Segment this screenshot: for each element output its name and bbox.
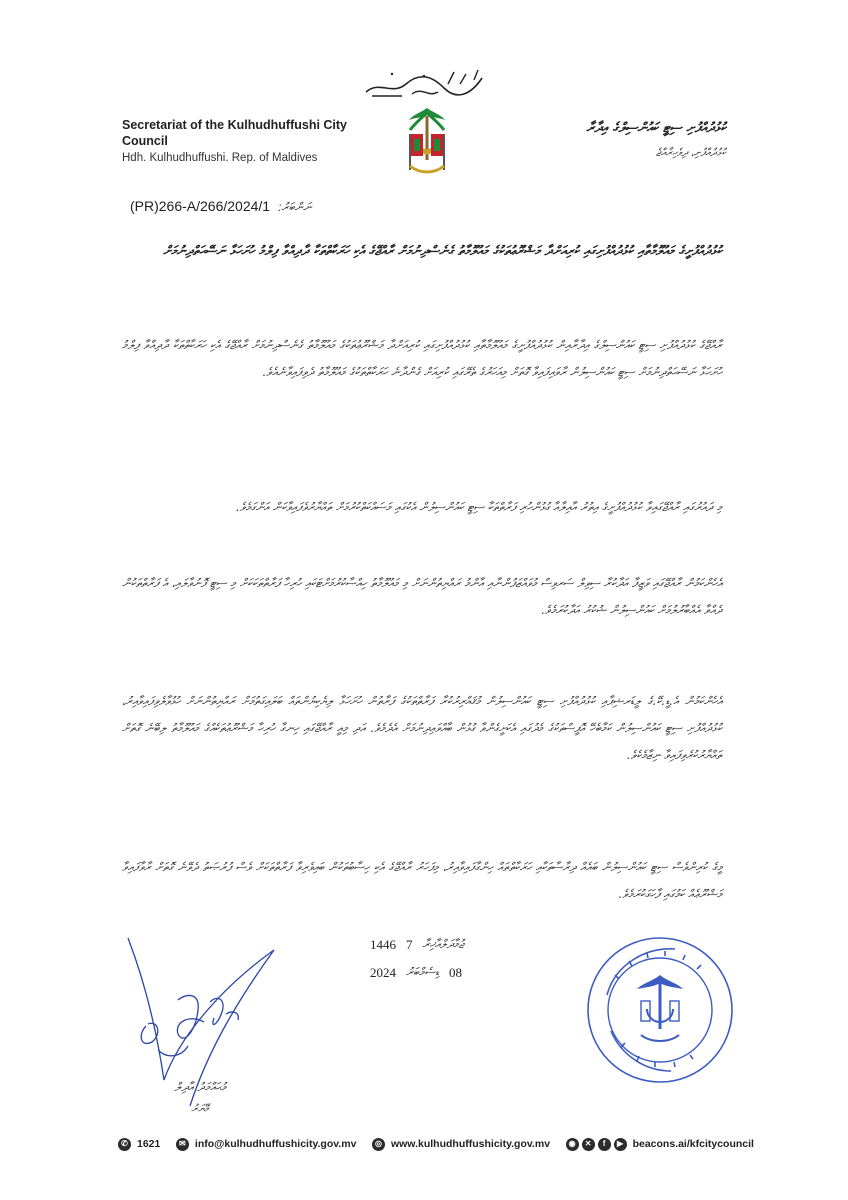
footer-email-address: info@kulhudhuffushicity.gov.mv [194,1138,357,1150]
instagram-icon: ◉ [566,1138,579,1151]
hijri-day: 7 [406,937,413,952]
letter-subject: ކުޅުދުއްފުށީގެ މައުލޫމާތާއި ކުޅުދުއްފުށިގައި ކުރިއަށްދާ މަޝްރޫޢުތަކުގެ މައުލޫމާތު ގެނެސްދިނުމަށް ރާއްޖޭގެ އެކި ހަރަކާތްތަކާ ދާދިއްވާ ފިލްމު ހުށަހަޅާ ނަސޭޙަތްދިނުމަށް [163,244,722,259]
signatory-role: މޭޔަރު [191,1102,209,1115]
hijri-date [370,937,464,953]
email-icon: ✉ [176,1138,189,1151]
x-icon: ✕ [582,1138,595,1151]
gregorian-month: ޑިސެމްބަރު [406,965,440,979]
footer-website-url: www.kulhudhuffushicity.gov.mv [390,1138,551,1150]
body-paragraph: މީގެ ކުރިންވެސް ސިޓީ ކައުންސިލުން ބައެއް ދިރާސާތަކާއި ހަރަކާތްތައް ހިންގާފައިވާއިރު، މިފަހަރު ރާއްޖޭގެ އެކި ހިސާބުތަކުން ބައިވެރިވާ ފަރާތްތަކަށް ވެސް ފުރުޞަތު ދެވޭނެ ގޮތަށް ރާވާފައިވާ މަޝްރޫޢެއް ކަމުގައި ފާހަގަކުރަމެވެ. [122,860,722,901]
body-paragraph: ރާއްޖޭގެ ކުޅުދުއްފުށި ސިޓީ ކައުންސިލްގެ އިދާރާއިން ކުޅުދުއްފުށީގެ މައުލޫމާތާއި ކުޅުދުއްފުށިގައި ކުރިއަށްދާ މަޝްރޫޢުތަކުގެ މައުލޫމާތު ގެނެސްދިނުމަށް ރާއްޖޭގެ އެކި ހަރަކާތްތަކާ ދާދިއްވާ ފިލްމު ހުށަހަޅާ ނަސޭޙަތްދިނުމަށް ސިޓީ ކައުންސިލުން ރާވައިފައިވާ ގޮތަށް މިއަހަރުގެ ތެރޭގައި ކުރިއަށް ގެންދާނެ ހަރަކާތްތަކުގެ މައުލޫމާތު ދެވިފައިވާނެއެވެ. [122,338,722,379]
english-letterhead [122,117,372,166]
official-council-seal [585,935,735,1085]
signatory-name: މުޙައްމަދު އާދިލް [174,1080,226,1094]
gregorian-day: 08 [449,965,463,980]
footer-contact-bar [118,1133,754,1155]
footer-email[interactable] [176,1138,357,1151]
globe-icon: ◎ [372,1138,385,1151]
hijri-year: 1446 [370,937,396,952]
youtube-icon: ▶ [614,1138,627,1151]
bismillah-calligraphy [362,66,486,102]
phone-icon: ✆ [118,1138,131,1151]
body-paragraph: މި ދައުރުގައި ރާއްޖޭގައިވާ ކުޅުދުއްފުށީގެ އިތުރު އާއިލާއާ ގުޅުންހުރި ފަރާތްތަކާ ސިޓީ ކައުންސިލުން އެކުގައި މަސައްކަތްކުރުމަށް ތައްޔާރުވެފައިވާކަން އަންގަމެވެ. [236,500,722,514]
footer-phone-number: 1621 [137,1138,161,1150]
footer-social[interactable] [566,1138,754,1151]
facebook-icon: f [598,1138,611,1151]
reference-number-line [130,198,420,215]
english-council-address: Hdh. Kulhudhuffushi. Rep. of Maldives [122,152,318,164]
reference-label: ނަންބަރު: [278,200,312,214]
gregorian-date [370,965,462,981]
hijri-month: ޖުމާދަލްއާޚިރާ [422,937,464,951]
footer-website[interactable] [372,1138,550,1151]
english-council-title: Secretariat of the Kulhudhuffushi City Council [122,118,348,148]
body-paragraph: އެހެންކަމުން ރާއްޖޭގައި ވަޒީފާ އަދާކުރާ ސިވިލް ސަރވިސް މުވައްޒަފުންނާއި އާންމު ރައްޔިތުންނަށް މި މައުލޫމާތު ހިއްސާކުރުމަށްޓަކައި ހުރިހާ ފަރާތްތަކަކަށް މި ސިޓީ ފޮނުވާލައި، އެ ފަރާތްތަކުން ދެއްވާ އެއްބާރުލުމަށް ކައުންސިލުން ޝުކުރު އަދާކުރަމެވެ. [122,576,722,617]
footer-social-link: beacons.ai/kfcitycouncil [632,1138,754,1150]
maldives-emblem-icon [404,104,450,180]
footer-phone[interactable] [118,1138,160,1151]
dhivehi-council-address: ކުޅުދުއްފުށި، ދިވެހިރާއްޖެ [655,146,726,159]
body-paragraph: އެހެންކަމުން އެ.ޑީ.ކޭ.ގެ ލީޑަރޝިޕާއި ކުޅުދުއްފުށި ސިޓީ ކައުންސިލުން މުޤައްރިރުކުރާ ފަރާތްތަކުގެ ފަރާތުން ހުށަހަޅާ ލިޔެކިޔުންތައް ބަލައިގަތުމަށް ރައްޔިތުންނަށް ހުޅުވާލެވިފައިވާއިރު، ކުޅުދުއްފުށި ސިޓީ ކައުންސިލުން ކަމާބެހޭ އޮފީސްތަކުގެ މެދުގައި އެކަށީގެންވާ ގުޅުން ބާއްވައިދިނުމަށް އެދެމެވެ. އަދި މިއީ ރާއްޖޭގައި ހިނގާ ހުރިހާ މަޝްރޫޢުތަކެއްގެ މައުލޫމާތު ލިބޭނެ ގޮތަށް ތައްޔާރުކުރެވިފައިވާ ނިޒާމެކެވެ. [122,694,722,762]
dhivehi-council-title: ކުޅުދުއްފުށި ސިޓީ ކައުންސިލްގެ އިދާރާ [586,120,726,136]
gregorian-year: 2024 [370,965,396,980]
reference-number: (PR)266-A/266/2024/1 [130,198,271,214]
